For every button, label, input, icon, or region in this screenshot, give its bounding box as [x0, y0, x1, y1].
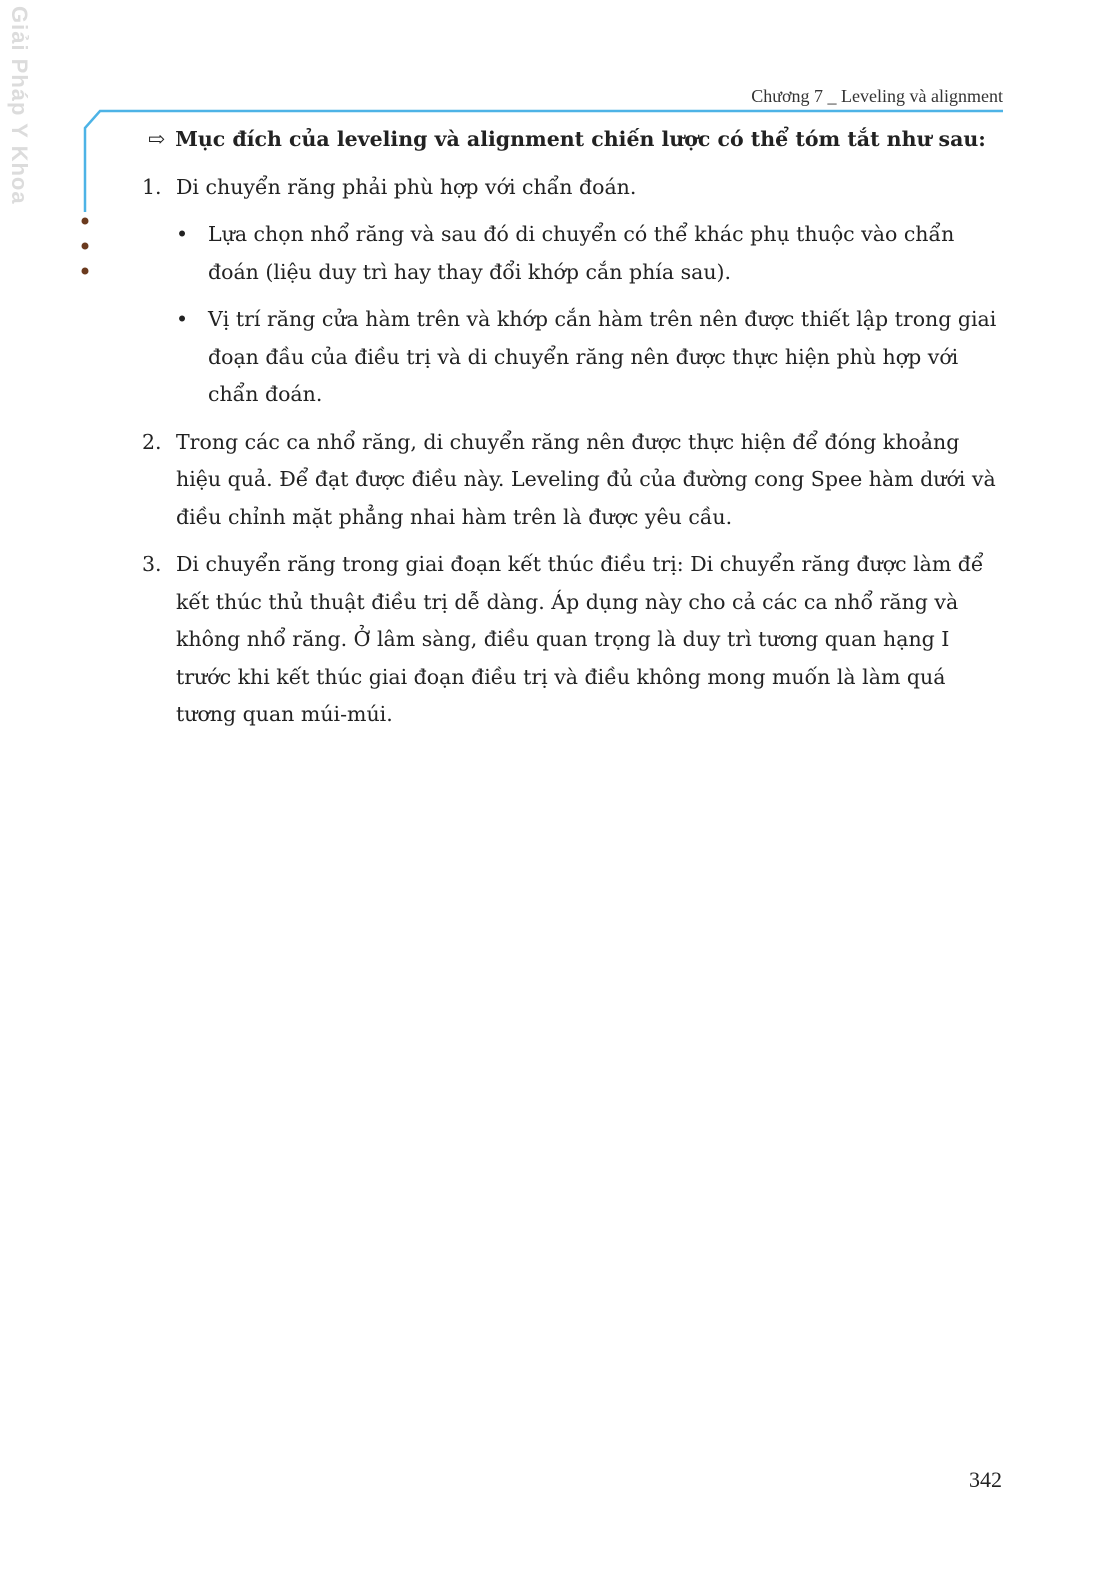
bullet-item [176, 301, 1004, 414]
page-number: 342 [969, 1467, 1002, 1492]
item-number: 3. [142, 552, 162, 576]
page-content [140, 121, 1004, 744]
bullet-icon: • [176, 307, 189, 331]
numbered-item [140, 546, 1004, 734]
right-arrow-icon: ⇨ [148, 127, 166, 151]
bullet-item [176, 216, 1004, 291]
bullet-list [176, 216, 1004, 414]
section-heading [148, 121, 1004, 159]
decor-dot [82, 218, 89, 225]
item-text: Trong các ca nhổ răng, di chuyển răng nên được thực hiện để đóng khoảng hiệu quả. Để đạt được điều này. Leveling đủ của đường cong Spee hàm dưới và điều chỉnh mặt phẳng nhai hàm trên là được yêu cầu. [176, 429, 996, 529]
decor-dot [82, 243, 89, 250]
section-heading-text: Mục đích của leveling và alignment chiến lược có thể tóm tắt như sau: [175, 127, 986, 151]
watermark: Giải Pháp Y Khoa [7, 6, 32, 205]
item-text: Di chuyển răng trong giai đoạn kết thúc điều trị: Di chuyển răng được làm để kết thúc thủ thuật điều trị dễ dàng. Áp dụng này cho cả các ca nhổ răng và không nhổ răng. Ở lâm sàng, điều quan trọng là duy trì tương quan hạng I trước khi kết thúc giai đoạn điều trị và điều không mong muốn là làm quá tương quan múi-múi. [176, 552, 984, 726]
chapter-header: Chương 7 _ Leveling và alignment [751, 86, 1003, 106]
numbered-item [140, 169, 1004, 414]
bullet-icon: • [176, 222, 189, 246]
bullet-text: Lựa chọn nhổ răng và sau đó di chuyển có thể khác phụ thuộc vào chẩn đoán (liệu duy trì hay thay đổi khớp cắn phía sau). [208, 222, 955, 284]
decor-dot [82, 268, 89, 275]
item-number: 2. [142, 429, 162, 454]
item-text: Di chuyển răng phải phù hợp với chẩn đoán. [176, 174, 637, 199]
bullet-text: Vị trí răng cửa hàm trên và khớp cắn hàm trên nên được thiết lập trong giai đoạn đầu của điều trị và di chuyển răng nên được thực hiện phù hợp với chẩn đoán. [208, 307, 997, 406]
item-number: 1. [142, 174, 162, 199]
numbered-item [140, 424, 1004, 537]
